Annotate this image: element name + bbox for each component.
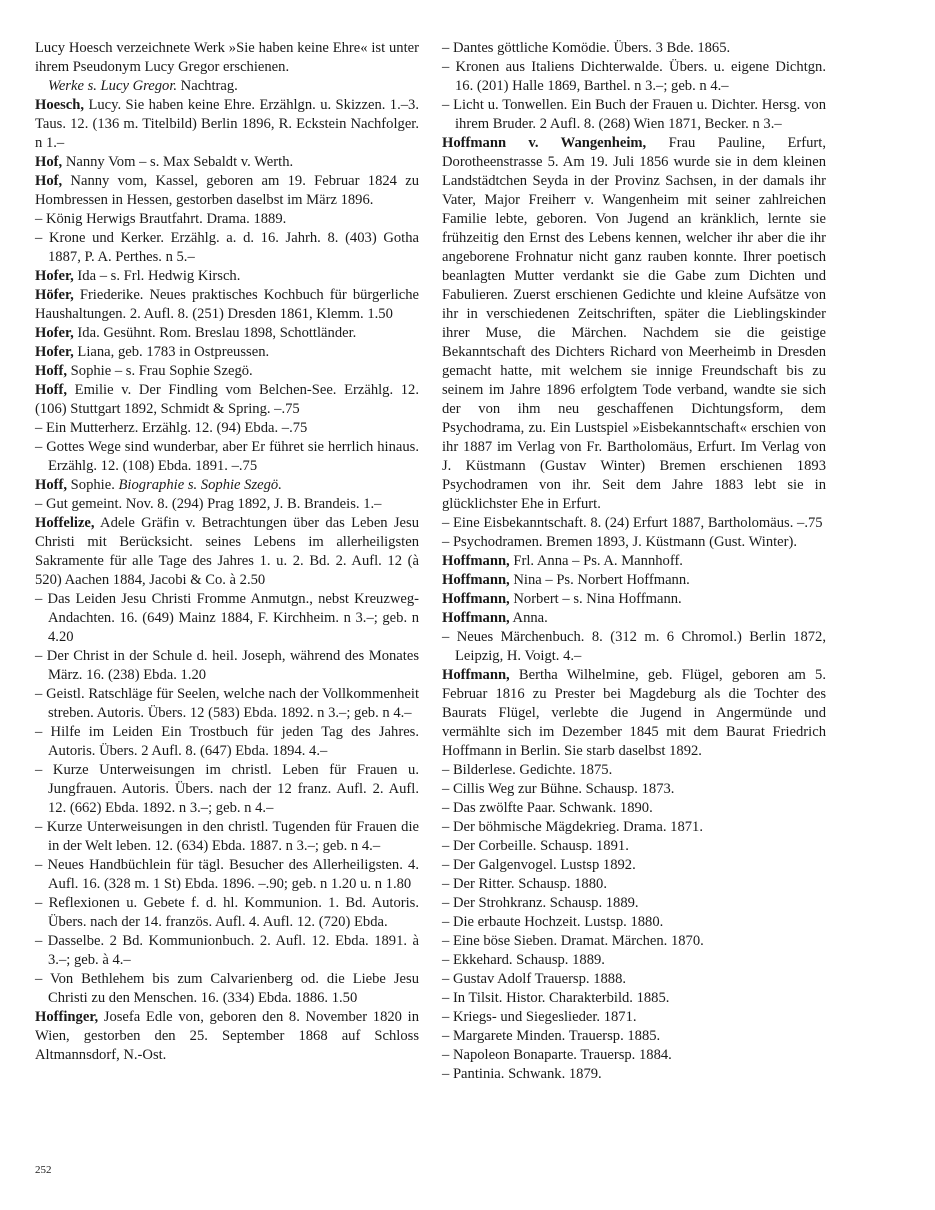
entry-text: – Dantes göttliche Komödie. Übers. 3 Bde. 1865. (442, 40, 731, 56)
entry-text: Norbert – s. Nina Hoffmann. (509, 591, 682, 607)
work-entry (35, 685, 419, 723)
bibliography-entry (35, 514, 419, 590)
work-entry (442, 894, 826, 913)
entry-text: – Der Strohkranz. Schausp. 1889. (442, 895, 639, 911)
entry-text: – Gut gemeint. Nov. 8. (294) Prag 1892, J. B. Brandeis. 1.– (35, 496, 382, 512)
entry-name: Hoffmann, (442, 667, 510, 683)
entry-text: Anna. (509, 610, 548, 626)
entry-text: – Gottes Wege sind wunderbar, aber Er führet sie herrlich hinaus. Erzählg. 12. (108) Ebda. 1891. –.75 (35, 439, 419, 474)
entry-text: Liana, geb. 1783 in Ostpreussen. (73, 344, 270, 360)
entry-text: – Reflexionen u. Gebete f. d. hl. Kommunion. 1. Bd. Autoris. Übers. nach der 14. französ. Aufl. 4. Aufl. 12. (720) Ebda. (35, 895, 419, 930)
work-entry (35, 419, 419, 438)
work-entry (442, 96, 826, 134)
bibliography-entry (35, 1008, 419, 1065)
work-entry (442, 989, 826, 1008)
bibliography-entry (35, 286, 419, 324)
entry-text: – Neues Märchenbuch. 8. (312 m. 6 Chromol.) Berlin 1872, Leipzig, H. Voigt. 4.– (442, 629, 826, 664)
work-entry (35, 818, 419, 856)
entry-text: Lucy Hoesch verzeichnete Werk »Sie haben keine Ehre« ist unter ihrem Pseudonym Lucy Gregor erschienen. (35, 40, 419, 75)
page-number: 252 (35, 1164, 52, 1176)
entry-text: – Ekkehard. Schausp. 1889. (442, 952, 605, 968)
entry-name: Hoffmann, (442, 610, 510, 626)
entry-text: – Neues Handbüchlein für tägl. Besucher des Allerheiligsten. 4. Aufl. 16. (328 m. 1 St) Ebda. 1896. –.90; geb. n 1.20 u. n 1.80 (35, 857, 419, 892)
entry-name: Hoffinger, (35, 1009, 99, 1025)
entry-text: – In Tilsit. Histor. Charakterbild. 1885. (442, 990, 670, 1006)
work-entry (442, 913, 826, 932)
entry-text: – Von Bethlehem bis zum Calvarienberg od. die Liebe Jesu Christi zu den Menschen. 16. (334) Ebda. 1886. 1.50 (35, 971, 419, 1006)
work-entry (35, 590, 419, 647)
entry-text: – Das zwölfte Paar. Schwank. 1890. (442, 800, 653, 816)
entry-text: Adele Gräfin v. Betrachtungen über das Leben Jesu Christi mit Berücksicht. seines Lebens im allerheiligsten Sakramente für alle Tage des Jahres 1. u. 2. Bd. 2. Aufl. 12 (à 520) Aachen 1884, Jacobi & Co. à 2.50 (35, 515, 419, 588)
work-entry (442, 1065, 826, 1084)
entry-name: Hoesch, (35, 97, 85, 113)
work-entry (442, 58, 826, 96)
work-entry (442, 628, 826, 666)
entry-text: Nachtrag. (177, 78, 238, 94)
entry-text: Ida. Gesühnt. Rom. Breslau 1898, Schottländer. (73, 325, 357, 341)
bibliography-entry (442, 552, 826, 571)
entry-name: Hoffmann, (442, 553, 510, 569)
bibliography-entry (35, 324, 419, 343)
entry-text: – Hilfe im Leiden Ein Trostbuch für jeden Tag des Jahres. Autoris. Übers. 2 Aufl. 8. (647) Ebda. 1894. 4.– (35, 724, 419, 759)
work-entry (442, 799, 826, 818)
entry-text: – Das Leiden Jesu Christi Fromme Anmutgn., nebst Kreuzweg-Andachten. 16. (649) Mainz 1884, F. Kirchheim. n 3.–; geb. n 4.20 (35, 591, 419, 645)
entry-text: – Der Galgenvogel. Lustsp 1892. (442, 857, 636, 873)
entry-text: – Pantinia. Schwank. 1879. (442, 1066, 602, 1082)
entry-italic: Werke s. Lucy Gregor. (48, 78, 178, 94)
work-entry (442, 856, 826, 875)
entry-name: Hoffelize, (35, 515, 95, 531)
entry-text: – Bilderlese. Gedichte. 1875. (442, 762, 613, 778)
entry-name: Hoff, (35, 382, 68, 398)
entry-name: Hoff, (35, 363, 68, 379)
entry-text: Nanny vom, Kassel, geboren am 19. Februar 1824 zu Hombressen in Hessen, gestorben daselbst im März 1896. (35, 173, 419, 208)
work-entry (35, 210, 419, 229)
work-entry (442, 837, 826, 856)
left-column (35, 39, 419, 1065)
work-entry (35, 932, 419, 970)
work-entry (442, 1027, 826, 1046)
entry-text: – Der Ritter. Schausp. 1880. (442, 876, 607, 892)
work-entry (442, 533, 826, 552)
entry-text: – Gustav Adolf Trauersp. 1888. (442, 971, 627, 987)
work-entry (442, 818, 826, 837)
bibliography-entry (35, 172, 419, 210)
entry-italic: Biographie s. Sophie Szegö. (118, 477, 282, 493)
entry-text: Friederike. Neues praktisches Kochbuch für bürgerliche Haushaltungen. 2. Aufl. 8. (251) Dresden 1861, Klemm. 1.50 (35, 287, 419, 322)
entry-text: – Der böhmische Mägdekrieg. Drama. 1871. (442, 819, 703, 835)
entry-text: Emilie v. Der Findling vom Belchen-See. Erzählg. 12. (106) Stuttgart 1892, Schmidt & Spring. –.75 (35, 382, 419, 417)
entry-text: Sophie. (67, 477, 119, 493)
work-entry (35, 495, 419, 514)
entry-name: Hof, (35, 173, 63, 189)
entry-name: Höfer, (35, 287, 74, 303)
entry-text: Bertha Wilhelmine, geb. Flügel, geboren am 5. Februar 1816 zu Prester bei Magdeburg als die Tochter des Baurats Flügel, verlebte die Jugend in Angermünde und vermählte sich im Dezember 1845 mit dem Baurat Friedrich Hoffmann in Berlin. Sie starb daselbst 1892. (442, 667, 826, 759)
entry-name: Hoff, (35, 477, 68, 493)
entry-text: – Napoleon Bonaparte. Trauersp. 1884. (442, 1047, 672, 1063)
entry-text: – Geistl. Ratschläge für Seelen, welche nach der Vollkommenheit streben. Autoris. Übers. 12 (583) Ebda. 1892. n 3.–; geb. n 4.– (35, 686, 419, 721)
entry-text: – Dasselbe. 2 Bd. Kommunionbuch. 2. Aufl. 12. Ebda. 1891. à 3.–; geb. à 4.– (35, 933, 419, 968)
work-entry (442, 875, 826, 894)
entry-text: Ida – s. Frl. Hedwig Kirsch. (73, 268, 241, 284)
entry-text: – Eine böse Sieben. Dramat. Märchen. 1870. (442, 933, 704, 949)
entry-text: Lucy. Sie haben keine Ehre. Erzählgn. u. Skizzen. 1.–3. Taus. 12. (136 m. Titelbild) Berlin 1896, R. Eckstein Nachfolger. n 1.– (35, 97, 419, 151)
entry-text: – Margarete Minden. Trauersp. 1885. (442, 1028, 661, 1044)
entry-text: – Licht u. Tonwellen. Ein Buch der Frauen u. Dichter. Hersg. von ihrem Bruder. 2 Aufl. 8. (268) Wien 1871, Becker. n 3.– (442, 97, 826, 132)
entry-name: Hofer, (35, 325, 74, 341)
entry-text: – Krone und Kerker. Erzählg. a. d. 16. Jahrh. 8. (403) Gotha 1887, P. A. Perthes. n 5.– (35, 230, 419, 265)
work-entry (442, 514, 826, 533)
entry-text: Frau Pauline, Erfurt, Dorotheenstrasse 5. Am 19. Juli 1856 wurde sie in dem kleinen Landstädtchen Seyda in der Provinz Sachsen, in der damals ihr Vater, Major Freiherr v. Wangenheim mit seiner zahlreichen Familie lebte, geboren. Von Jugend an kränklich, lernte sie frühzeitig den Ernst des Lebens kennen, welcher ihr aber die ihr angeborene Frohnatur nicht ganz rauben konnte. Ihrer poetisch beanlagten Mutter verdankt sie die Gabe zum Dichten und Fabulieren. Zuerst erschienen Gedichte und kleine Aufsätze von ihr in verschiedenen Zeitschriften, später die Lieblingskinder ihrer Muse, die Märchen. Nachdem sie die geistige Bekanntschaft des Dichters Richard von Meerheimb in Dresden gemacht hatte, mit welchem sie innige Freundschaft bis zu seinem im Jahre 1896 erfolgtem Tode verband, wandte sie sich der von ihm neu geschaffenen Dichtungsform, dem Psychodrama, zu. Ein Lustspiel »Eisbekanntschaft« erschien von ihr 1887 im Verlag von Fr. Bartholomäus, Erfurt. Im Verlag von J. Küstmann (Gustav Winter) Bremen erschienen 1893 Psychodramen von ihr. Seit dem Jahre 1883 lebt sie in glücklichster Ehe in Erfurt. (442, 135, 826, 512)
bibliography-entry (442, 609, 826, 628)
bibliography-entry (442, 590, 826, 609)
bibliography-entry (35, 267, 419, 286)
bibliography-entry (35, 77, 419, 96)
entry-text: – Cillis Weg zur Bühne. Schausp. 1873. (442, 781, 675, 797)
entry-name: Hofer, (35, 344, 74, 360)
bibliography-entry (35, 343, 419, 362)
work-entry (35, 761, 419, 818)
work-entry (35, 894, 419, 932)
entry-name: Hof, (35, 154, 63, 170)
bibliography-entry (442, 134, 826, 514)
work-entry (442, 761, 826, 780)
entry-text: – Eine Eisbekanntschaft. 8. (24) Erfurt 1887, Bartholomäus. –.75 (442, 515, 823, 531)
work-entry (35, 970, 419, 1008)
entry-text: – Kriegs- und Siegeslieder. 1871. (442, 1009, 637, 1025)
entry-text: Sophie – s. Frau Sophie Szegö. (67, 363, 253, 379)
work-entry (442, 39, 826, 58)
entry-name: Hoffmann, (442, 572, 510, 588)
entry-name: Hoffmann v. Wangenheim, (442, 135, 647, 151)
bibliography-entry (35, 381, 419, 419)
work-entry (35, 856, 419, 894)
work-entry (35, 723, 419, 761)
entry-text: Nina – Ps. Norbert Hoffmann. (509, 572, 690, 588)
entry-text: – König Herwigs Brautfahrt. Drama. 1889. (35, 211, 287, 227)
entry-text: Nanny Vom – s. Max Sebaldt v. Werth. (62, 154, 294, 170)
entry-text: – Kronen aus Italiens Dichterwalde. Übers. u. eigene Dichtgn. 16. (201) Halle 1869, Barthel. n 3.–; geb. n 4.– (442, 59, 826, 94)
bibliography-entry (35, 153, 419, 172)
entry-name: Hoffmann, (442, 591, 510, 607)
bibliography-entry (442, 571, 826, 590)
entry-text: – Die erbaute Hochzeit. Lustsp. 1880. (442, 914, 664, 930)
work-entry (35, 229, 419, 267)
work-entry (442, 780, 826, 799)
bibliography-entry (442, 666, 826, 761)
entry-text: – Kurze Unterweisungen in den christl. Tugenden für Frauen die in der Welt leben. 12. (634) Ebda. 1887. n 3.–; geb. n 4.– (35, 819, 419, 854)
bibliography-entry (35, 96, 419, 153)
work-entry (35, 438, 419, 476)
entry-text: Frl. Anna – Ps. A. Mannhoff. (509, 553, 683, 569)
bibliography-entry (35, 362, 419, 381)
work-entry (442, 1046, 826, 1065)
entry-text: – Psychodramen. Bremen 1893, J. Küstmann (Gust. Winter). (442, 534, 798, 550)
entry-text: – Ein Mutterherz. Erzählg. 12. (94) Ebda. –.75 (35, 420, 308, 436)
entry-text: – Der Christ in der Schule d. heil. Joseph, während des Monates März. 16. (238) Ebda. 1.20 (35, 648, 419, 683)
entry-name: Hofer, (35, 268, 74, 284)
work-entry (442, 970, 826, 989)
entry-text: – Der Corbeille. Schausp. 1891. (442, 838, 629, 854)
work-entry (442, 1008, 826, 1027)
work-entry (35, 647, 419, 685)
entry-text: – Kurze Unterweisungen im christl. Leben für Frauen u. Jungfrauen. Autoris. Übers. nach der 12 franz. Aufl. 2. Aufl. 12. (662) Ebda. 1892. n 3.–; geb. n 4.– (35, 762, 419, 816)
entry-text: Josefa Edle von, geboren den 8. November 1820 in Wien, gestorben den 25. September 1868 auf Schloss Altmannsdorf, N.-Ost. (35, 1009, 419, 1063)
right-column (442, 39, 826, 1084)
work-entry (442, 932, 826, 951)
bibliography-entry (35, 476, 419, 495)
work-entry (442, 951, 826, 970)
bibliography-entry (35, 39, 419, 77)
